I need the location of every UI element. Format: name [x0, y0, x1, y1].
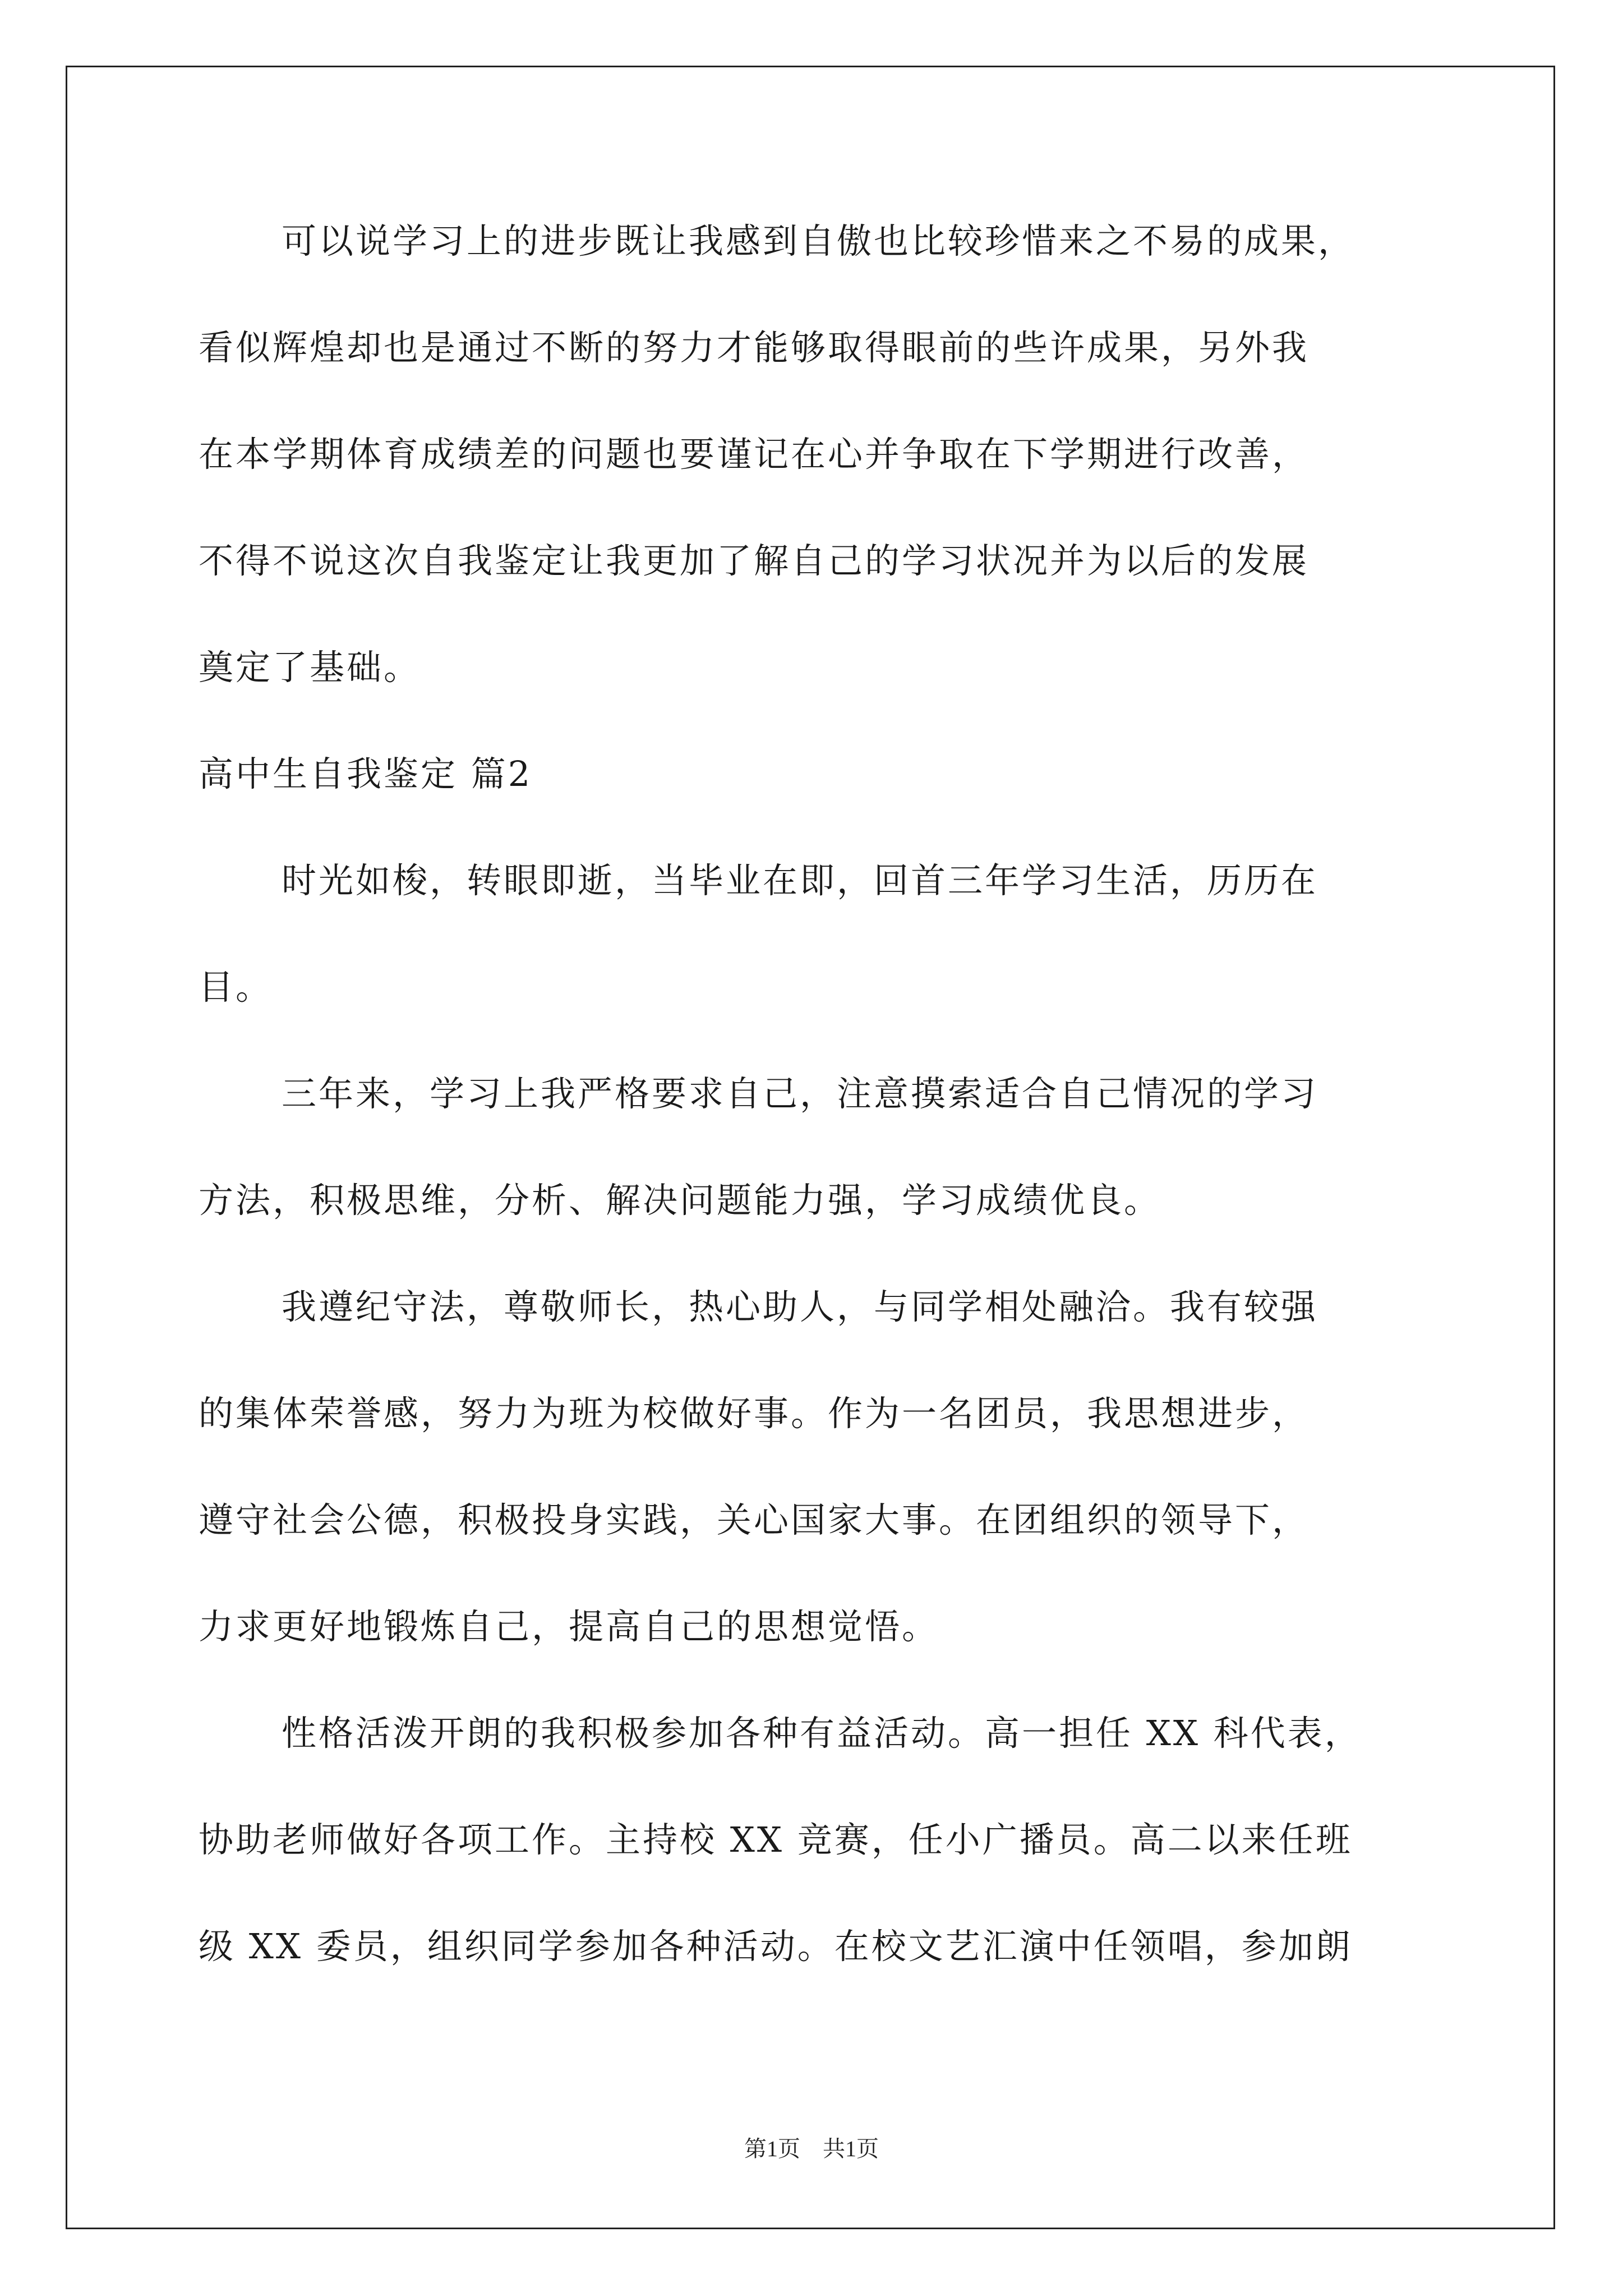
- paragraph-4-line-1: 我遵纪守法，尊敬师长，热心助人，与同学相处融洽。我有较强: [282, 1286, 1318, 1327]
- page-footer: [0, 2135, 1623, 2163]
- paragraph-1-line-5: 奠定了基础。: [199, 647, 421, 688]
- paragraph-4-line-2: 的集体荣誉感，努力为班为校做好事。作为一名团员，我思想进步，: [199, 1393, 1310, 1434]
- paragraph-3-line-2: 方法，积极思维，分析、解决问题能力强，学习成绩优良。: [199, 1180, 1161, 1221]
- page-number-current: 第1页: [744, 2136, 800, 2161]
- page-border: [66, 66, 1555, 2229]
- paragraph-5-line-3: 级 XX 委员，组织同学参加各种活动。在校文艺汇演中任领唱，参加朗: [199, 1926, 1353, 1967]
- paragraph-3-line-1: 三年来，学习上我严格要求自己，注意摸索适合自己情况的学习: [282, 1073, 1318, 1114]
- paragraph-1-line-3: 在本学期体育成绩差的问题也要谨记在心并争取在下学期进行改善，: [199, 434, 1310, 475]
- section-heading: 高中生自我鉴定 篇2: [199, 753, 533, 794]
- page-number-total: 共1页: [823, 2136, 879, 2161]
- paragraph-2-line-2: 目。: [199, 967, 273, 1007]
- paragraph-5-line-2: 协助老师做好各项工作。主持校 XX 竞赛，任小广播员。高二以来任班: [199, 1819, 1353, 1860]
- paragraph-4-line-3: 遵守社会公德，积极投身实践，关心国家大事。在团组织的领导下，: [199, 1499, 1310, 1540]
- paragraph-1-line-1: 可以说学习上的进步既让我感到自傲也比较珍惜来之不易的成果，: [282, 220, 1355, 261]
- paragraph-4-line-4: 力求更好地锻炼自己，提高自己的思想觉悟。: [199, 1606, 939, 1647]
- paragraph-1-line-4: 不得不说这次自我鉴定让我更加了解自己的学习状况并为以后的发展: [199, 540, 1310, 581]
- paragraph-1-line-2: 看似辉煌却也是通过不断的努力才能够取得眼前的些许成果，另外我: [199, 327, 1310, 368]
- paragraph-5-line-1: 性格活泼开朗的我积极参加各种有益活动。高一担任 XX 科代表，: [282, 1713, 1362, 1754]
- paragraph-2-line-1: 时光如梭，转眼即逝，当毕业在即，回首三年学习生活，历历在: [282, 860, 1318, 901]
